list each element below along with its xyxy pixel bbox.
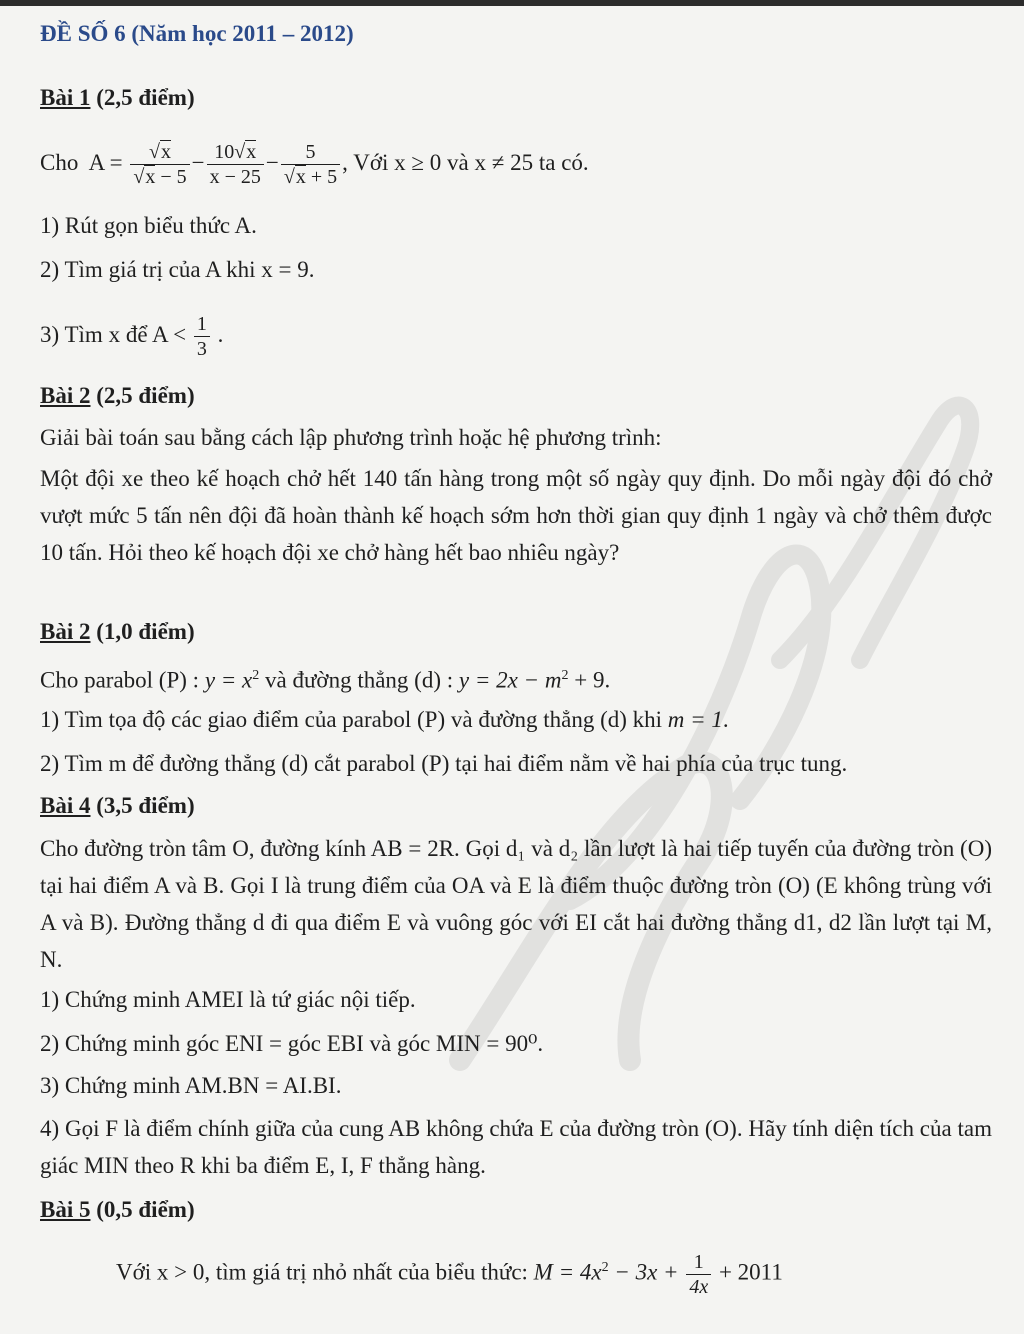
- bai5-label: Bài 5: [40, 1197, 91, 1222]
- cho-label: Cho: [40, 149, 79, 175]
- bai1-q1: 1) Rút gọn biểu thức A.: [40, 213, 257, 238]
- bai4-label: Bài 4: [40, 793, 91, 818]
- bai3-q1-value: m = 1: [667, 707, 723, 732]
- bai1-label: Bài 1: [40, 85, 91, 110]
- bai4-problem: Cho đường tròn tâm O, đường kính AB = 2R. Gọi d₁ và d₂ lần lượt là hai tiếp tuyến của đường tròn (O) tại hai điểm A và B. Gọi I là trung điểm của OA và E là điểm thuộc đường tròn (O) (E không trùng với A và B). Đường thẳng d đi qua điểm E và vuông góc với EI cắt hai đường thẳng d1, d2 lần lượt tại M, N.: [40, 836, 992, 972]
- line-equation: y = 2x − m: [458, 667, 562, 693]
- bai4-points: (3,5 điểm): [90, 793, 195, 818]
- fraction-2: $\frac{10√x}{x - 25}$: [207, 140, 264, 189]
- bai3-intro-a: Cho parabol (P) :: [40, 667, 205, 693]
- fraction-one-over-4x: $\frac{1}{4x}$: [686, 1250, 711, 1299]
- bai2-heading: [40, 382, 195, 410]
- bai3-intro: Cho parabol (P) : $y = x^2$ và đường thẳng (d) : $y = 2x - m^2 + 9$.: [40, 667, 611, 693]
- bai3-q1-text: 1) Tìm tọa độ các giao điểm của parabol (P) và đường thẳng (d) khi: [40, 707, 668, 732]
- bai4-heading: [40, 792, 195, 820]
- bai5-heading: [40, 1196, 195, 1224]
- bai5-text: Với x > 0, tìm giá trị nhỏ nhất của biểu thức:: [116, 1259, 534, 1285]
- bai3-q2: 2) Tìm m để đường thẳng (d) cắt parabol (P) tại hai điểm nằm về hai phía của trục tung.: [40, 751, 848, 776]
- parabola-equation: y = x: [204, 667, 253, 693]
- bai2-intro: Giải bài toán sau bằng cách lập phương trình hoặc hệ phương trình:: [40, 425, 662, 450]
- line-equation-end: + 9.: [568, 667, 611, 693]
- fraction-3: $\frac{5}{√x + 5}$: [281, 140, 340, 189]
- minus-1: −: [191, 149, 205, 175]
- fraction-one-third: $\frac{1}{3}$: [194, 312, 210, 361]
- bai3-intro-b: và đường thẳng (d) :: [259, 667, 459, 693]
- bai1-heading: [40, 84, 195, 112]
- bai5-expression-line: Với x > 0, tìm giá trị nhỏ nhất của biểu thức: $M = 4x^2 - 3x$ + $\frac{1}{4x}$ + 2011: [116, 1250, 783, 1298]
- bai4-q1: 1) Chứng minh AMEI là tứ giác nội tiếp.: [40, 987, 416, 1012]
- bai1-q3: [40, 312, 223, 361]
- bai1-points: (2,5 điểm): [90, 85, 195, 110]
- condition-text: , Với x ≥ 0 và x ≠ 25 ta có.: [342, 149, 589, 175]
- bai5-expr-a: M = 4x: [533, 1259, 602, 1285]
- bai1-q2: 2) Tìm giá trị của A khi x = 9.: [40, 257, 315, 282]
- top-edge-bar: [0, 0, 1024, 6]
- bai3-label: Bài 2: [40, 619, 91, 644]
- minus-2: −: [265, 149, 279, 175]
- fraction-1: $\frac{√x}{√x - 5}$: [130, 140, 189, 189]
- bai2-problem: Một đội xe theo kế hoạch chở hết 140 tấn hàng trong một số ngày quy định. Do mỗi ngày đội đó chở vượt mức 5 tấn nên đội đã hoàn thành kế hoạch sớm hơn thời gian quy định 1 ngày và chở thêm được 10 tấn. Hỏi theo kế hoạch đội xe chở hàng hết bao nhiêu ngày?: [40, 466, 992, 565]
- bai4-q4: 4) Gọi F là điểm chính giữa của cung AB không chứa E của đường tròn (O). Hãy tính diện tích của tam giác MIN theo R khi ba điểm E, I, F thẳng hàng.: [40, 1116, 992, 1178]
- bai5-expr-b: − 3x +: [608, 1259, 685, 1285]
- bai3-points: (1,0 điểm): [90, 619, 195, 644]
- bai1-q3-text: 3) Tìm x để A <: [40, 321, 187, 347]
- bai1-expression-line: [40, 140, 589, 189]
- bai5-expr-c: + 2011: [713, 1259, 783, 1285]
- page-title: ĐỀ SỐ 6 (Năm học 2011 – 2012): [40, 21, 354, 46]
- bai2-label: Bài 2: [40, 383, 91, 408]
- bai3-q1: [40, 706, 729, 734]
- bai5-points: (0,5 điểm): [90, 1197, 195, 1222]
- bai1-q3-end: .: [217, 321, 224, 347]
- expr-a-lhs: A =: [88, 149, 123, 175]
- bai4-q2: 2) Chứng minh góc ENI = góc EBI và góc MIN = 90⁰.: [40, 1031, 544, 1056]
- bai3-q1-end: .: [722, 707, 729, 732]
- bai2-points: (2,5 điểm): [90, 383, 195, 408]
- bai4-q3: 3) Chứng minh AM.BN = AI.BI.: [40, 1073, 342, 1098]
- bai3-heading: [40, 618, 195, 646]
